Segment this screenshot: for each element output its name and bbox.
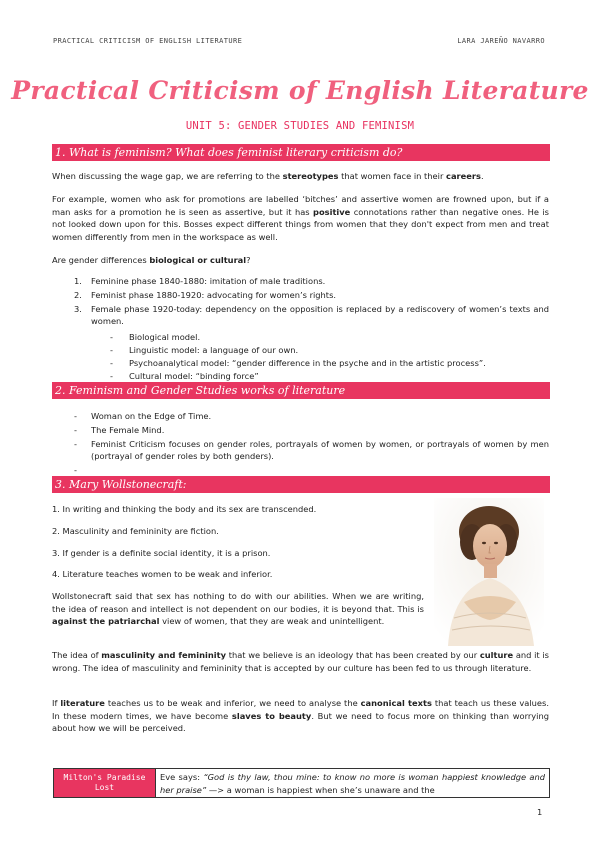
dash-bullet: - xyxy=(74,439,77,449)
dash-bullet: - xyxy=(74,465,77,475)
page-number: 1 xyxy=(537,807,543,817)
section-3-paragraph-3: If literature teaches us to be weak and inferior, we need to analyse the canonical texts that teach us these values. In these modern times, we have become slaves to beauty. But we need to focus more on thinking than worrying about how we will be perceived. xyxy=(52,698,549,733)
dash-bullet: - xyxy=(110,332,113,342)
work-item: Woman on the Edge of Time. xyxy=(91,411,212,421)
section-3-paragraph-1: Wollstonecraft said that sex has nothing to do with our abilities. When we are writing, the idea of reason and intellect is not dependent on our bodies, it is beyond that. This is against the patriarchal view of women, that they are weak and unintelligent. xyxy=(52,591,424,626)
dash-bullet: - xyxy=(74,411,77,421)
table-quote-cell: Eve says: “God is thy law, thou mine: to know no more is woman happiest knowledge and her praise” —> a woman is happiest when she’s unaware and the xyxy=(160,772,546,795)
model-item: Cultural model: “binding force” xyxy=(129,371,259,381)
paradise-lost-table xyxy=(53,768,550,798)
mary-wollstonecraft-portrait xyxy=(434,498,544,646)
model-item: Psychoanalytical model: “gender difference in the psyche and in the artistic process”. xyxy=(129,358,486,368)
dash-bullet: - xyxy=(110,358,113,368)
wollstonecraft-point: 4. Literature teaches women to be weak and inferior. xyxy=(52,569,273,579)
table-label-cell: Milton's Paradise Lost xyxy=(54,769,156,797)
section-3-paragraph-2: The idea of masculinity and femininity that we believe is an ideology that has been created by our culture and it is wrong. The idea of masculinity and femininity that is accepted by our culture has been fed to us through literature. xyxy=(52,650,549,673)
list-item: Female phase 1920-today: dependency on the opposition is replaced by a rediscovery of women’s texts and women. xyxy=(91,304,549,326)
list-number: 3. xyxy=(74,304,82,314)
wollstonecraft-point: 1. In writing and thinking the body and its sex are transcended. xyxy=(52,504,317,514)
running-header-left: PRACTICAL CRITICISM OF ENGLISH LITERATURE xyxy=(53,37,243,45)
list-item: Feminine phase 1840-1880: imitation of male traditions. xyxy=(91,276,326,286)
section-2-heading: 2. Feminism and Gender Studies works of literature xyxy=(52,382,550,399)
model-item: Biological model. xyxy=(129,332,201,342)
running-header-right: LARA JAREÑO NAVARRO xyxy=(457,37,545,45)
section-1-question: Are gender differences biological or cultural? xyxy=(52,255,251,265)
section-3-heading: 3. Mary Wollstonecraft: xyxy=(52,476,550,493)
wollstonecraft-point: 3. If gender is a definite social identity, it is a prison. xyxy=(52,548,271,558)
work-item: The Female Mind. xyxy=(91,425,165,435)
wollstonecraft-point: 2. Masculinity and femininity are fiction. xyxy=(52,526,219,536)
dash-bullet: - xyxy=(74,425,77,435)
work-item: Feminist Criticism focuses on gender roles, portrayals of women by women, or portrayals of women by men (portrayal of gender roles by both genders). xyxy=(91,439,549,461)
section-1-paragraph-2: For example, women who ask for promotions are labelled ‘bitches’ and assertive women are frowned upon, but if a man asks for a promotion he is seen as assertive, but it has positive connotations rather than negative ones. He is not looked down upon for this. Bosses expect different things from women that they don't expect from men and treat women differently from men in the workspace as well. xyxy=(52,194,549,242)
list-item: Feminist phase 1880-1920: advocating for women’s rights. xyxy=(91,290,337,300)
dash-bullet: - xyxy=(110,371,113,381)
unit-heading: UNIT 5: GENDER STUDIES AND FEMINISM xyxy=(185,120,415,132)
list-number: 2. xyxy=(74,290,82,300)
section-1-heading: 1. What is feminism? What does feminist literary criticism do? xyxy=(52,144,550,161)
document-title: Practical Criticism of English Literature xyxy=(11,76,589,105)
model-item: Linguistic model: a language of our own. xyxy=(129,345,299,355)
list-number: 1. xyxy=(74,276,82,286)
dash-bullet: - xyxy=(110,345,113,355)
section-1-paragraph-1: When discussing the wage gap, we are referring to the stereotypes that women face in their careers. xyxy=(52,171,484,181)
